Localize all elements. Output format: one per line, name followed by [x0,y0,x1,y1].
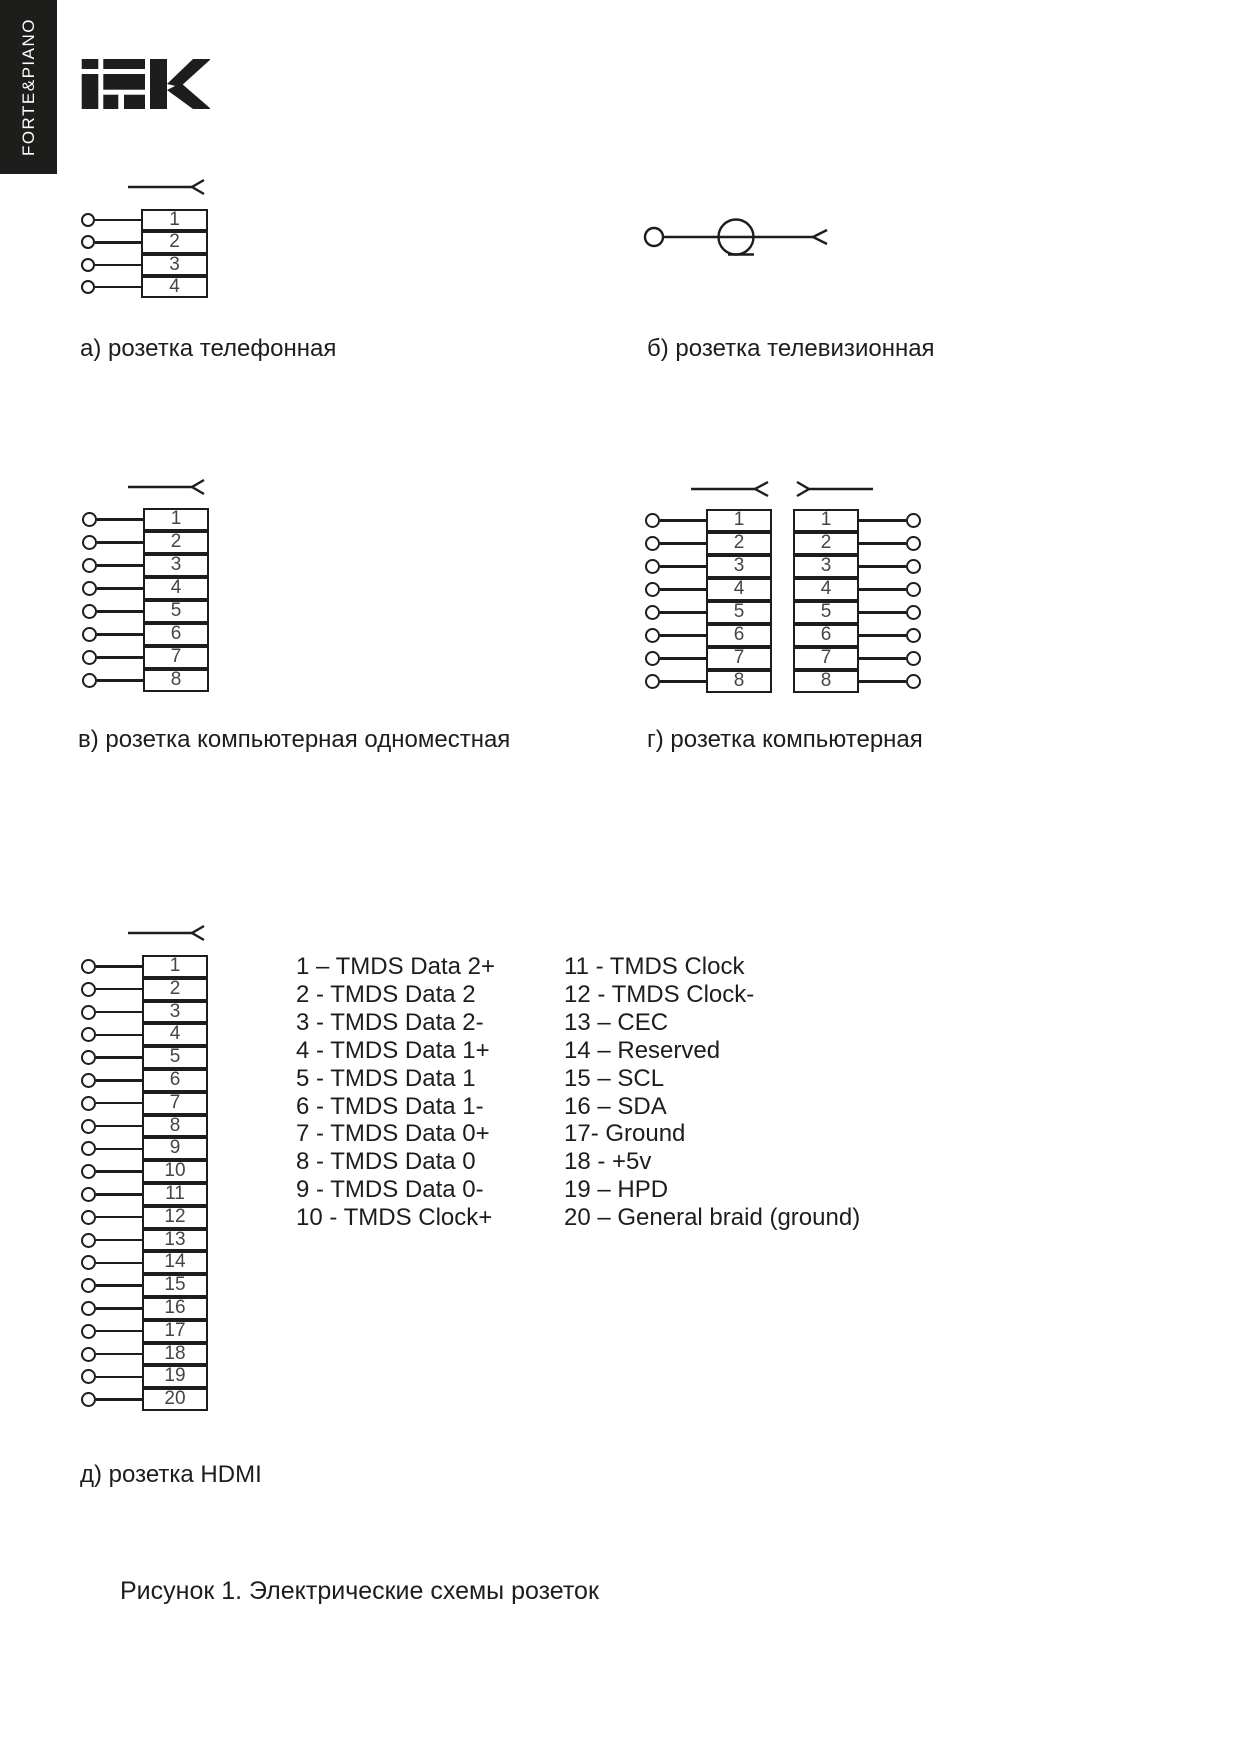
legend-line: 2 - TMDS Data 2 [296,980,476,1008]
pin-box: 6 [793,624,859,647]
pin-box: 1 [706,509,772,532]
terminal-line [97,656,144,658]
terminal-circle [645,559,660,574]
pin-box: 13 [142,1229,208,1252]
terminal-circle [81,235,95,249]
legend-line: 16 – SDA [564,1092,667,1120]
pin-box: 12 [142,1206,208,1229]
legend-line: 15 – SCL [564,1064,665,1092]
terminal-circle [81,1187,96,1202]
terminal-line [96,988,143,990]
legend-line: 8 - TMDS Data 0 [296,1148,476,1176]
plug-arrow-icon [797,480,877,498]
pin-box: 3 [143,554,209,577]
terminal-line [96,1170,143,1172]
terminal-line [859,519,906,521]
hdmi-legend-left [296,953,495,1232]
terminal-circle [81,1392,96,1407]
terminal-circle [81,1255,96,1270]
pin-box: 4 [141,276,208,298]
pin-box: 10 [142,1160,208,1183]
legend-line: 11 - TMDS Clock [564,953,745,980]
pin-box: 7 [793,647,859,670]
terminal-line [97,679,144,681]
caption-computer-single: в) розетка компьютерная одноместная [78,726,511,753]
pin-box: 3 [706,555,772,578]
terminal-circle [906,605,921,620]
pin-box: 1 [142,955,208,978]
terminal-circle [906,559,921,574]
brand-series-label: FORTE&PIANO [18,17,38,157]
iek-logo [80,54,210,114]
terminal-circle [82,650,97,665]
pin-box: 4 [143,577,209,600]
terminal-line [660,611,707,613]
legend-line: 19 – HPD [564,1176,669,1204]
legend-line: 12 - TMDS Clock- [564,980,755,1008]
pin-box: 8 [706,670,772,693]
terminal-line [97,518,144,520]
terminal-line [97,633,144,635]
pin-box: 19 [142,1365,208,1388]
pin-box: 1 [141,209,208,231]
terminal-circle [82,673,97,688]
terminal-circle [81,1278,96,1293]
pin-box: 17 [142,1320,208,1343]
terminal-circle [81,1301,96,1316]
pin-box: 15 [142,1274,208,1297]
terminal-line [660,634,707,636]
pin-box: 2 [793,532,859,555]
terminal-line [95,219,141,221]
terminal-line [96,1353,143,1355]
pin-box: 8 [793,670,859,693]
terminal-line [96,1376,143,1378]
terminal-circle [82,558,97,573]
terminal-circle [81,1141,96,1156]
pin-box: 16 [142,1297,208,1320]
terminal-line [859,611,906,613]
terminal-line [859,588,906,590]
brand-sidebar [0,0,57,174]
pin-box: 6 [143,623,209,646]
tv-socket-symbol [640,214,840,264]
terminal-circle [82,581,97,596]
terminal-circle [906,628,921,643]
terminal-circle [906,582,921,597]
terminal-circle [81,258,95,272]
pin-box: 6 [706,624,772,647]
terminal-line [96,1284,143,1286]
terminal-line [97,587,144,589]
hdmi-legend-right [564,953,860,1232]
pin-box: 2 [141,231,208,253]
terminal-circle [645,628,660,643]
pin-box: 5 [143,600,209,623]
terminal-line [95,241,141,243]
terminal-circle [82,512,97,527]
pin-box: 5 [142,1046,208,1069]
terminal-circle [81,1324,96,1339]
terminal-line [96,1398,143,1400]
pin-box: 8 [142,1115,208,1138]
terminal-circle [81,1119,96,1134]
terminal-circle [645,536,660,551]
caption-computer-double: г) розетка компьютерная [647,726,923,753]
terminal-circle [82,535,97,550]
pin-box: 7 [706,647,772,670]
terminal-circle [81,1233,96,1248]
terminal-circle [81,1050,96,1065]
terminal-line [97,610,144,612]
pin-box: 9 [142,1137,208,1160]
caption-hdmi: д) розетка HDMI [80,1461,262,1488]
terminal-line [96,1239,143,1241]
terminal-line [96,1216,143,1218]
terminal-circle [906,536,921,551]
pin-box: 2 [706,532,772,555]
terminal-circle [645,605,660,620]
terminal-line [859,565,906,567]
legend-line: 6 - TMDS Data 1- [296,1092,484,1120]
terminal-circle [81,1164,96,1179]
pin-box: 18 [142,1343,208,1366]
terminal-line [660,588,707,590]
terminal-circle [645,513,660,528]
terminal-line [96,1125,143,1127]
legend-line: 3 - TMDS Data 2- [296,1008,484,1036]
legend-line: 7 - TMDS Data 0+ [296,1120,490,1148]
plug-arrow-icon [691,480,771,498]
terminal-circle [81,213,95,227]
legend-line: 14 – Reserved [564,1036,721,1064]
terminal-circle [906,674,921,689]
pin-box: 3 [141,254,208,276]
pin-box: 3 [142,1001,208,1024]
terminal-circle [645,651,660,666]
legend-line: 20 – General braid (ground) [564,1204,861,1232]
terminal-line [660,565,707,567]
legend-line: 17- Ground [564,1120,686,1148]
caption-tv: б) розетка телевизионная [647,335,935,362]
pin-box: 20 [142,1388,208,1411]
pin-box: 1 [793,509,859,532]
pin-box: 7 [143,646,209,669]
figure-caption: Рисунок 1. Электрические схемы розеток [120,1577,599,1605]
legend-line: 5 - TMDS Data 1 [296,1064,476,1092]
plug-arrow-icon [128,178,208,196]
terminal-line [96,1056,143,1058]
terminal-circle [81,1005,96,1020]
terminal-circle [81,1347,96,1362]
pin-box: 14 [142,1251,208,1274]
terminal-line [96,1148,143,1150]
terminal-line [96,1330,143,1332]
terminal-circle [645,582,660,597]
pin-box: 4 [142,1023,208,1046]
plug-arrow-icon [128,924,208,942]
pin-box: 4 [706,578,772,601]
terminal-circle [81,1027,96,1042]
plug-arrow-icon [128,478,208,496]
pin-box: 5 [706,601,772,624]
terminal-line [96,965,143,967]
pin-box: 3 [793,555,859,578]
terminal-circle [81,1096,96,1111]
caption-telephone: а) розетка телефонная [80,335,337,362]
terminal-line [660,657,707,659]
pin-box: 2 [142,978,208,1001]
terminal-line [96,1079,143,1081]
terminal-line [660,680,707,682]
terminal-circle [81,959,96,974]
legend-line: 4 - TMDS Data 1+ [296,1036,490,1064]
terminal-line [96,1011,143,1013]
legend-line: 1 – TMDS Data 2+ [296,953,495,980]
terminal-circle [81,982,96,997]
pin-box: 1 [143,508,209,531]
terminal-line [96,1262,143,1264]
terminal-line [96,1102,143,1104]
terminal-circle [906,651,921,666]
pin-box: 4 [793,578,859,601]
terminal-line [96,1034,143,1036]
terminal-line [95,264,141,266]
terminal-circle [82,604,97,619]
terminal-line [660,542,707,544]
terminal-circle [81,1369,96,1384]
pin-box: 8 [143,669,209,692]
pin-box: 6 [142,1069,208,1092]
pin-box: 5 [793,601,859,624]
legend-line: 9 - TMDS Data 0- [296,1176,484,1204]
terminal-line [96,1307,143,1309]
legend-line: 10 - TMDS Clock+ [296,1204,493,1232]
terminal-circle [81,280,95,294]
terminal-line [97,541,144,543]
terminal-circle [81,1210,96,1225]
terminal-circle [645,674,660,689]
terminal-line [660,519,707,521]
terminal-circle [906,513,921,528]
legend-line: 13 – CEC [564,1008,669,1036]
terminal-line [859,634,906,636]
terminal-line [859,680,906,682]
terminal-line [859,657,906,659]
terminal-circle [81,1073,96,1088]
pin-box: 11 [142,1183,208,1206]
pin-box: 7 [142,1092,208,1115]
terminal-line [97,564,144,566]
terminal-circle [82,627,97,642]
terminal-line [95,286,141,288]
terminal-line [859,542,906,544]
pin-box: 2 [143,531,209,554]
terminal-line [96,1193,143,1195]
legend-line: 18 - +5v [564,1148,652,1176]
